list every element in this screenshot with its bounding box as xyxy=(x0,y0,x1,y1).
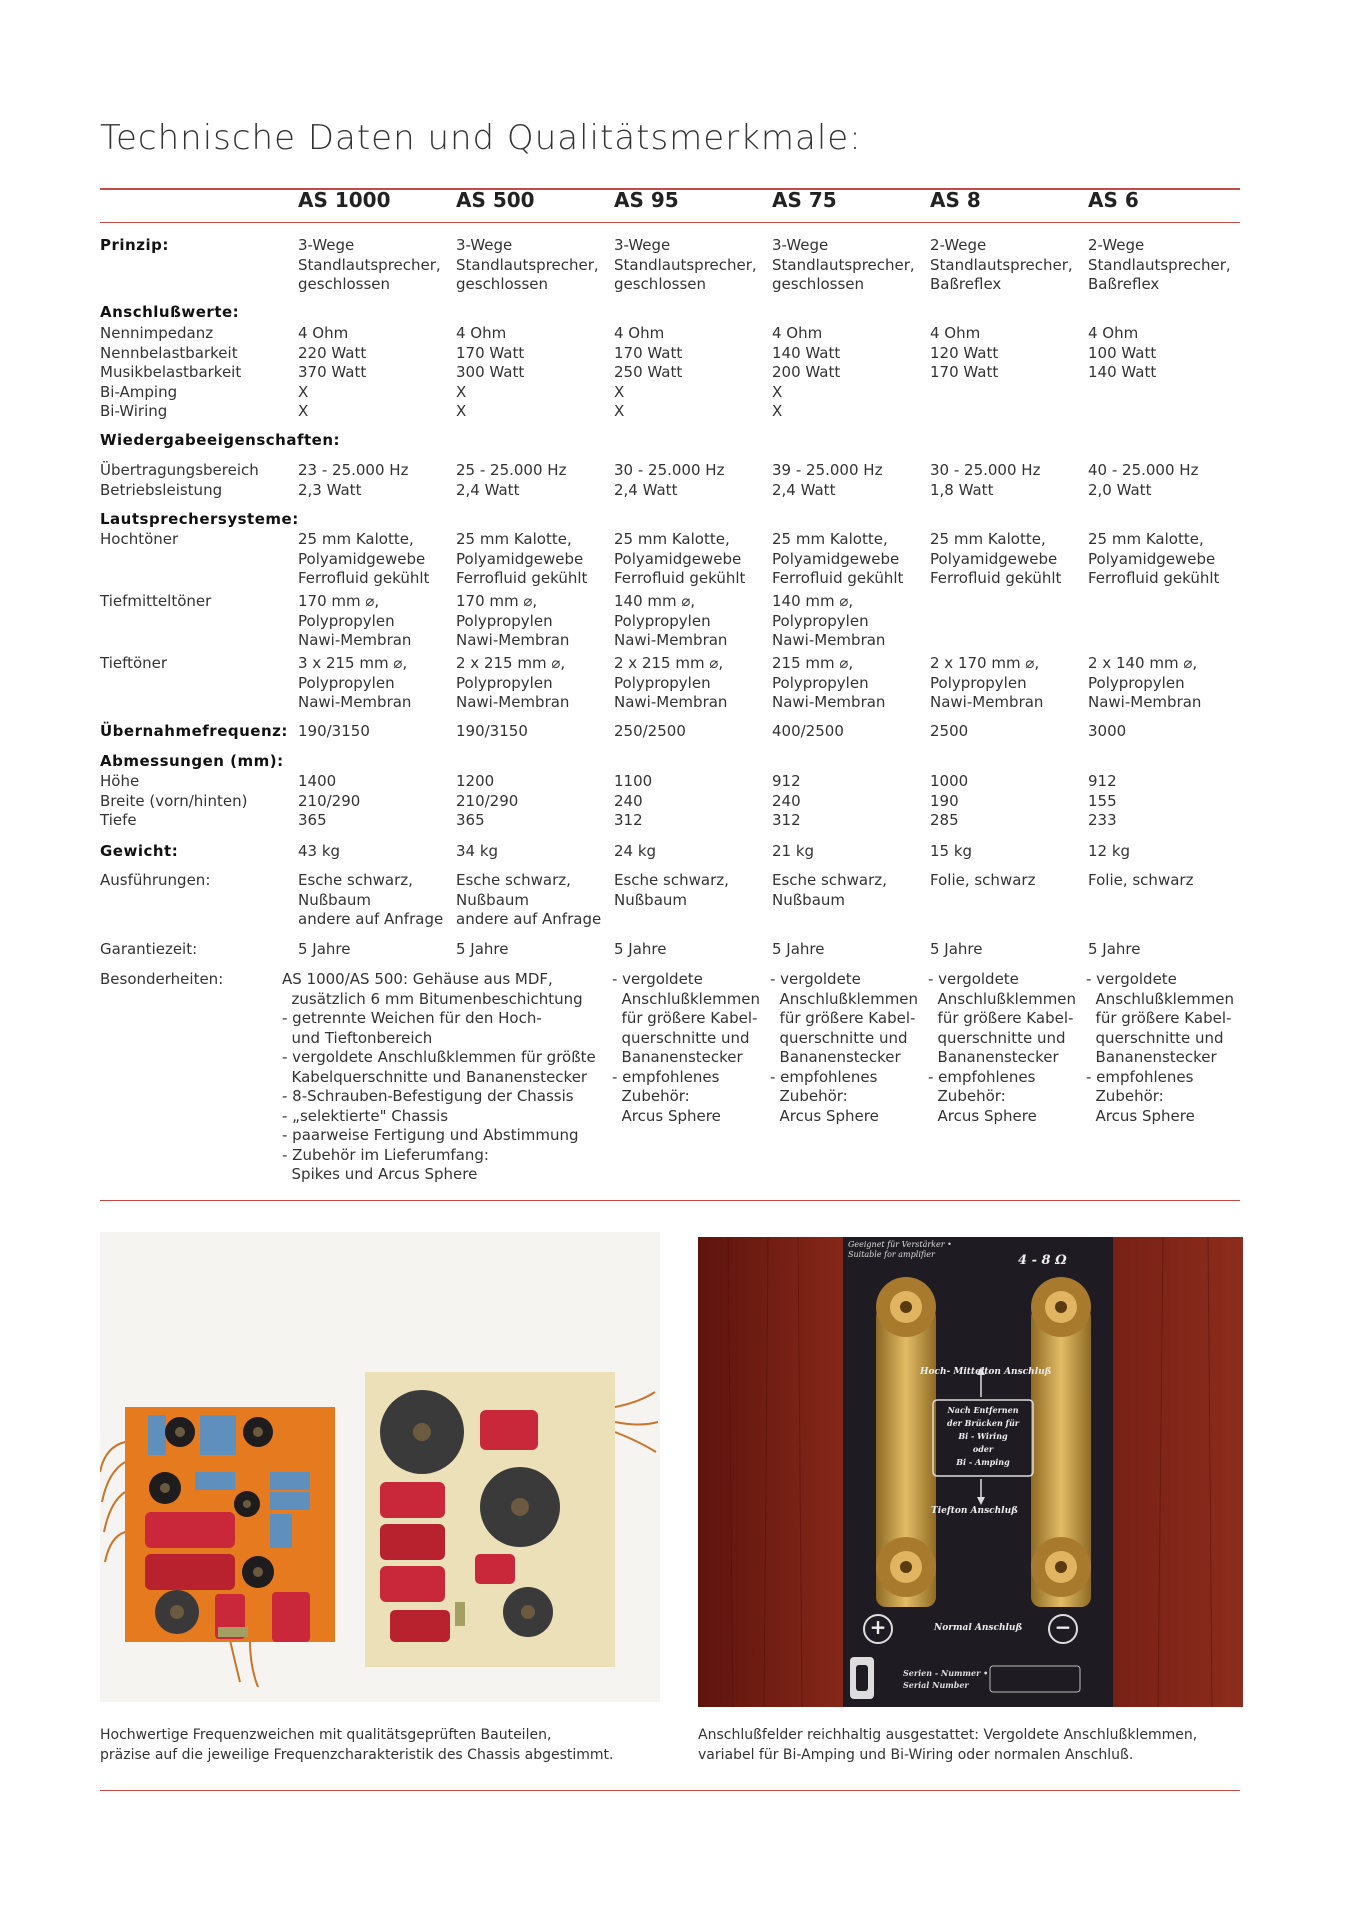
as75-ausfuehrungen: Esche schwarz, Nußbaum xyxy=(772,871,887,909)
as8-wiedergabe: 30 - 25.000 Hz 1,8 Watt xyxy=(930,461,1041,499)
as95-ausfuehrungen: Esche schwarz, Nußbaum xyxy=(614,871,729,909)
as8-tieftoner: 2 x 170 mm ⌀, Polypropylen Nawi-Membran xyxy=(930,654,1044,711)
as1000-garantie: 5 Jahre xyxy=(298,940,351,958)
as500-uebernahme: 190/3150 xyxy=(456,722,528,740)
terminal-panel-photo xyxy=(698,1237,1243,1707)
page-title: Technische Daten und Qualitätsmerkmale: xyxy=(100,118,862,158)
label-wiedergabe-items: Übertragungsbereich Betriebsleistung xyxy=(100,461,259,499)
as1000-abmessungen: 1400 210/290 365 xyxy=(298,772,361,829)
besonderheiten-as75: - vergoldete Anschlußklemmen für größere Kabel- querschnitte und Bananenstecker - empfohlenes Zubehör: Arcus Sphere xyxy=(770,970,919,1125)
as8-uebernahme: 2500 xyxy=(930,722,969,740)
model-header-as6: AS 6 xyxy=(1088,188,1139,212)
as6-anschluss: 4 Ohm 100 Watt 140 Watt xyxy=(1088,324,1157,381)
minus-icon: − xyxy=(1054,1615,1072,1639)
model-header-as1000: AS 1000 xyxy=(298,188,391,212)
plus-icon: + xyxy=(869,1615,887,1639)
as500-anschluss: 4 Ohm 170 Watt 300 Watt X X xyxy=(456,324,525,420)
as75-garantie: 5 Jahre xyxy=(772,940,825,958)
footer-rule xyxy=(100,1790,1240,1791)
as6-gewicht: 12 kg xyxy=(1088,842,1131,860)
as75-uebernahme: 400/2500 xyxy=(772,722,844,740)
as6-ausfuehrungen: Folie, schwarz xyxy=(1088,871,1194,889)
as6-prinzip: 2-Wege Standlautsprecher, Baßreflex xyxy=(1088,236,1231,293)
label-besonderheiten: Besonderheiten: xyxy=(100,970,224,988)
as1000-hochtoner: 25 mm Kalotte, Polyamidgewebe Ferrofluid gekühlt xyxy=(298,530,430,587)
terminal-caption: Anschlußfelder reichhaltig ausgestattet: Vergoldete Anschlußklemmen, variabel für Bi-Amping und Bi-Wiring oder normalen Anschluß. xyxy=(698,1727,1198,1763)
as95-uebernahme: 250/2500 xyxy=(614,722,686,740)
besonderheiten-as8: - vergoldete Anschlußklemmen für größere Kabel- querschnitte und Bananenstecker - empfohlenes Zubehör: Arcus Sphere xyxy=(928,970,1077,1125)
as6-hochtoner: 25 mm Kalotte, Polyamidgewebe Ferrofluid gekühlt xyxy=(1088,530,1220,587)
as500-abmessungen: 1200 210/290 365 xyxy=(456,772,519,829)
header-rule-bottom xyxy=(100,222,1240,223)
as1000-ausfuehrungen: Esche schwarz, Nußbaum andere auf Anfrage xyxy=(298,871,444,928)
as6-tieftoner: 2 x 140 mm ⌀, Polypropylen Nawi-Membran xyxy=(1088,654,1202,711)
as75-hochtoner: 25 mm Kalotte, Polyamidgewebe Ferrofluid gekühlt xyxy=(772,530,904,587)
label-wiedergabe: Wiedergabeeigenschaften: xyxy=(100,431,341,449)
panel-hoch-label: Hoch- Mittelton Anschluß xyxy=(920,1367,1052,1377)
as6-abmessungen: 912 155 233 xyxy=(1088,772,1117,829)
as75-anschluss: 4 Ohm 140 Watt 200 Watt X X xyxy=(772,324,841,420)
as95-wiedergabe: 30 - 25.000 Hz 2,4 Watt xyxy=(614,461,725,499)
as1000-gewicht: 43 kg xyxy=(298,842,341,860)
as500-gewicht: 34 kg xyxy=(456,842,499,860)
label-abmessungen-items: Höhe Breite (vorn/hinten) Tiefe xyxy=(100,772,248,829)
as1000-anschluss: 4 Ohm 220 Watt 370 Watt X X xyxy=(298,324,367,420)
besonderheiten-as1000-as500: AS 1000/AS 500: Gehäuse aus MDF, zusätzlich 6 mm Bitumenbeschichtung - getrennte Weichen für den Hoch- und Tieftonbereich - vergoldete Anschlußklemmen für größte Kabelquerschnitte und Bananenstecker - 8-Schrauben-Befestigung der Chassis - „selektierte" Chassis - paarweise Fertigung und Abstimmung - Zubehör im Lieferumfang: Spikes und Arcus Sphere xyxy=(282,970,596,1183)
as1000-tieftoner: 3 x 215 mm ⌀, Polypropylen Nawi-Membran xyxy=(298,654,412,711)
model-header-as75: AS 75 xyxy=(772,188,837,212)
as75-wiedergabe: 39 - 25.000 Hz 2,4 Watt xyxy=(772,461,883,499)
label-tieftoner: Tieftöner xyxy=(100,654,168,672)
crossover-photo xyxy=(100,1232,660,1702)
as75-gewicht: 21 kg xyxy=(772,842,815,860)
label-lautsprecher: Lautsprechersysteme: xyxy=(100,510,299,528)
as500-tieftoner: 2 x 215 mm ⌀, Polypropylen Nawi-Membran xyxy=(456,654,570,711)
as8-abmessungen: 1000 190 285 xyxy=(930,772,969,829)
as8-anschluss: 4 Ohm 120 Watt 170 Watt xyxy=(930,324,999,381)
crossover-caption: Hochwertige Frequenzweichen mit qualitätsgeprüften Bauteilen, präzise auf die jeweilige Frequenzcharakteristik des Chassis abgestimmt. xyxy=(100,1727,614,1763)
as8-hochtoner: 25 mm Kalotte, Polyamidgewebe Ferrofluid gekühlt xyxy=(930,530,1062,587)
as6-garantie: 5 Jahre xyxy=(1088,940,1141,958)
model-header-as8: AS 8 xyxy=(930,188,981,212)
panel-tief-label: Tiefton Anschluß xyxy=(931,1506,1018,1516)
as95-tieftoner: 2 x 215 mm ⌀, Polypropylen Nawi-Membran xyxy=(614,654,728,711)
model-header-as95: AS 95 xyxy=(614,188,679,212)
as95-gewicht: 24 kg xyxy=(614,842,657,860)
panel-suitable-en: Suitable for amplifier xyxy=(848,1250,935,1259)
label-abmessungen: Abmessungen (mm): xyxy=(100,752,284,770)
panel-serial-label: Serien - Nummer • Serial Number xyxy=(903,1668,989,1690)
as8-gewicht: 15 kg xyxy=(930,842,973,860)
model-header-as500: AS 500 xyxy=(456,188,535,212)
as95-tiefmitteltoner: 140 mm ⌀, Polypropylen Nawi-Membran xyxy=(614,592,728,649)
label-anschluss-items: Nennimpedanz Nennbelastbarkeit Musikbelastbarkeit Bi-Amping Bi-Wiring xyxy=(100,324,242,420)
panel-impedance: 4 - 8 Ω xyxy=(1018,1253,1067,1268)
table-bottom-rule xyxy=(100,1200,1240,1201)
label-gewicht: Gewicht: xyxy=(100,842,179,860)
as95-anschluss: 4 Ohm 170 Watt 250 Watt X X xyxy=(614,324,683,420)
as500-garantie: 5 Jahre xyxy=(456,940,509,958)
as6-uebernahme: 3000 xyxy=(1088,722,1127,740)
as1000-tiefmitteltoner: 170 mm ⌀, Polypropylen Nawi-Membran xyxy=(298,592,412,649)
as95-garantie: 5 Jahre xyxy=(614,940,667,958)
as6-wiedergabe: 40 - 25.000 Hz 2,0 Watt xyxy=(1088,461,1199,499)
as8-garantie: 5 Jahre xyxy=(930,940,983,958)
panel-info-box: Nach Entfernen der Brücken für Bi - Wiring oder Bi - Amping xyxy=(946,1405,1020,1467)
label-garantiezeit: Garantiezeit: xyxy=(100,940,198,958)
label-tiefmitteltoner: Tiefmitteltöner xyxy=(100,592,212,610)
as95-abmessungen: 1100 240 312 xyxy=(614,772,653,829)
label-uebernahme: Übernahmefrequenz: xyxy=(100,722,288,740)
label-hochtoner: Hochtöner xyxy=(100,530,179,548)
as8-ausfuehrungen: Folie, schwarz xyxy=(930,871,1036,889)
as500-prinzip: 3-Wege Standlautsprecher, geschlossen xyxy=(456,236,599,293)
as95-prinzip: 3-Wege Standlautsprecher, geschlossen xyxy=(614,236,757,293)
besonderheiten-as6: - vergoldete Anschlußklemmen für größere Kabel- querschnitte und Bananenstecker - empfohlenes Zubehör: Arcus Sphere xyxy=(1086,970,1235,1125)
as75-prinzip: 3-Wege Standlautsprecher, geschlossen xyxy=(772,236,915,293)
as1000-prinzip: 3-Wege Standlautsprecher, geschlossen xyxy=(298,236,441,293)
label-ausfuehrungen: Ausführungen: xyxy=(100,871,211,889)
as500-hochtoner: 25 mm Kalotte, Polyamidgewebe Ferrofluid gekühlt xyxy=(456,530,588,587)
as75-tieftoner: 215 mm ⌀, Polypropylen Nawi-Membran xyxy=(772,654,886,711)
as75-tiefmitteltoner: 140 mm ⌀, Polypropylen Nawi-Membran xyxy=(772,592,886,649)
as500-ausfuehrungen: Esche schwarz, Nußbaum andere auf Anfrage xyxy=(456,871,602,928)
as500-wiedergabe: 25 - 25.000 Hz 2,4 Watt xyxy=(456,461,567,499)
label-prinzip: Prinzip: xyxy=(100,236,169,254)
as1000-uebernahme: 190/3150 xyxy=(298,722,370,740)
as1000-wiedergabe: 23 - 25.000 Hz 2,3 Watt xyxy=(298,461,409,499)
besonderheiten-as95: - vergoldete Anschlußklemmen für größere Kabel- querschnitte und Bananenstecker - empfohlenes Zubehör: Arcus Sphere xyxy=(612,970,761,1125)
as75-abmessungen: 912 240 312 xyxy=(772,772,801,829)
panel-suitable-de: Geeignet für Verstärker • xyxy=(848,1240,952,1249)
as95-hochtoner: 25 mm Kalotte, Polyamidgewebe Ferrofluid gekühlt xyxy=(614,530,746,587)
as8-prinzip: 2-Wege Standlautsprecher, Baßreflex xyxy=(930,236,1073,293)
label-anschlusswerte: Anschlußwerte: xyxy=(100,303,240,321)
panel-normal-label: Normal Anschluß xyxy=(934,1623,1023,1633)
as500-tiefmitteltoner: 170 mm ⌀, Polypropylen Nawi-Membran xyxy=(456,592,570,649)
